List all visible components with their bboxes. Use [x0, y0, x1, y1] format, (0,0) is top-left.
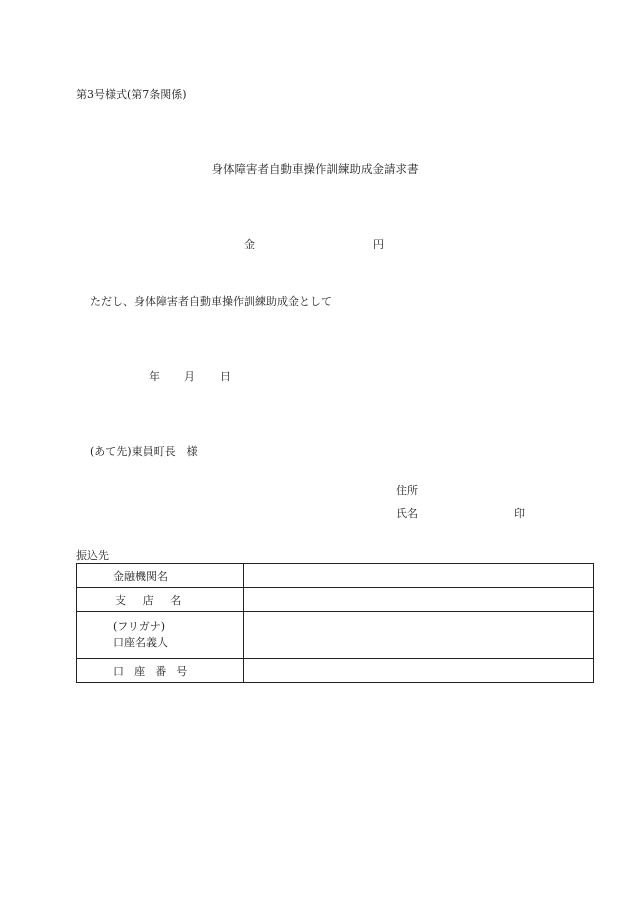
transfer-destination-label: 振込先	[76, 549, 109, 562]
page-title: 身体障害者自動車操作訓練助成金請求書	[211, 162, 419, 176]
table-row	[77, 564, 594, 588]
date-day-label: 日	[220, 370, 231, 383]
seal-label: 印	[514, 507, 525, 520]
name-label: 氏名	[396, 507, 418, 520]
table-row	[77, 612, 594, 659]
account-holder-kana-label: (フリガナ)	[113, 620, 166, 633]
bank-name-field[interactable]	[244, 564, 594, 588]
date-month-label: 月	[184, 370, 195, 383]
proviso-text: ただし、身体障害者自動車操作訓練助成金として	[90, 295, 332, 308]
date-year-label: 年	[149, 370, 160, 383]
account-number-field[interactable]	[244, 659, 594, 683]
account-holder-name-label: 口座名義人	[113, 636, 168, 649]
account-number-label: 口 座 番 号	[77, 659, 244, 683]
address-label: 住所	[396, 484, 418, 497]
branch-name-label: 支 店 名	[77, 588, 244, 612]
bank-name-label: 金融機関名	[77, 564, 244, 588]
table-row	[77, 588, 594, 612]
amount-unit: 円	[373, 238, 384, 251]
form-number: 第3号様式(第7条関係)	[76, 88, 187, 101]
table-row	[77, 659, 594, 683]
account-holder-field[interactable]	[244, 612, 594, 659]
account-holder-label	[77, 612, 244, 659]
amount-label: 金	[244, 238, 255, 251]
branch-name-field[interactable]	[244, 588, 594, 612]
bank-transfer-table	[76, 563, 594, 683]
addressee: (あて先)東員町長 様	[90, 445, 198, 458]
